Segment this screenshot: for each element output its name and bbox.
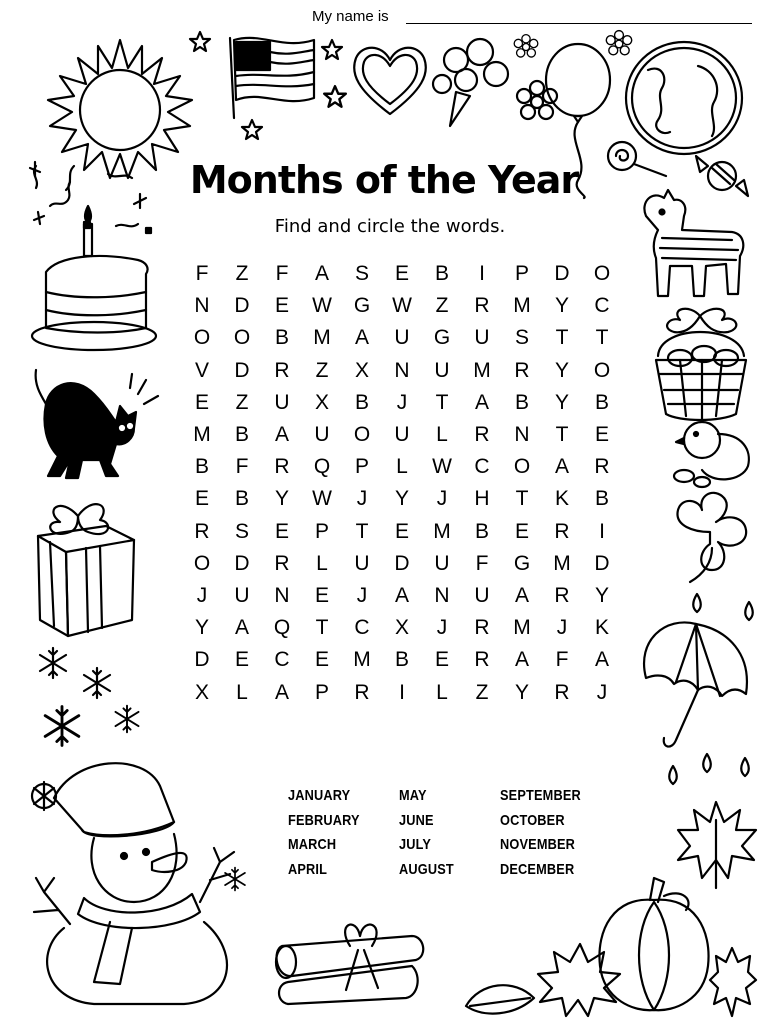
grid-letter[interactable]: R (474, 648, 490, 672)
grid-letter[interactable]: A (514, 583, 529, 607)
grid-letter[interactable]: W (312, 487, 332, 511)
grid-letter[interactable]: L (436, 423, 448, 447)
grid-letter[interactable]: O (233, 326, 251, 350)
instructions: Find and circle the words. (274, 216, 506, 237)
grid-letter[interactable]: W (392, 294, 412, 318)
word-search-grid (182, 258, 622, 709)
diploma-icon (262, 906, 432, 1016)
grid-letter[interactable]: E (194, 487, 209, 511)
grid-letter[interactable]: N (194, 294, 210, 318)
grid-letter[interactable]: Y (554, 390, 569, 414)
grid-letter[interactable]: A (314, 262, 329, 286)
grid-letter[interactable]: Y (514, 680, 529, 704)
name-label: My name is (312, 8, 389, 25)
grid-letter[interactable]: A (514, 648, 529, 672)
grid-letter[interactable]: M (513, 294, 531, 318)
word-january: JANUARY (288, 787, 351, 804)
grid-letter[interactable]: N (274, 583, 290, 607)
grid-letter[interactable]: J (196, 583, 208, 607)
chick-icon (672, 410, 756, 488)
snowflake-icon (112, 704, 142, 734)
grid-letter[interactable]: U (314, 423, 330, 447)
grid-letter[interactable]: M (553, 551, 571, 575)
grid-letter[interactable]: B (434, 262, 449, 286)
grid-letter[interactable]: N (394, 358, 410, 382)
snowman-icon (24, 752, 244, 1012)
word-march: MARCH (288, 836, 337, 853)
cat-icon (30, 364, 160, 488)
grid-letter[interactable]: C (274, 648, 290, 672)
grid-letter[interactable]: Q (273, 616, 291, 640)
word-list-column-2 (399, 784, 464, 882)
grid-letter[interactable]: B (394, 648, 409, 672)
grid-letter[interactable]: T (515, 487, 529, 511)
grid-letter[interactable]: A (274, 680, 289, 704)
leaf-icon (676, 796, 760, 892)
grid-letter[interactable]: C (354, 616, 370, 640)
grid-letter[interactable]: R (474, 294, 490, 318)
grid-letter[interactable]: M (313, 326, 331, 350)
word-february: FEBRUARY (288, 811, 360, 829)
grid-letter[interactable]: R (274, 551, 290, 575)
grid-letter[interactable]: E (394, 262, 409, 286)
name-field[interactable] (312, 6, 752, 26)
grid-letter[interactable]: B (594, 390, 609, 414)
grid-letter[interactable]: B (594, 487, 609, 511)
grid-letter[interactable]: M (433, 519, 451, 543)
grid-letter[interactable]: Z (235, 390, 249, 414)
grid-letter[interactable]: J (556, 616, 568, 640)
word-may: MAY (399, 787, 427, 804)
flag-icon (222, 28, 322, 123)
grid-letter[interactable]: O (593, 262, 611, 286)
grid-letter[interactable]: S (234, 519, 249, 543)
lollipop-icon (604, 136, 674, 186)
cake-icon (28, 200, 158, 360)
raindrop-icon (666, 764, 680, 786)
grid-letter[interactable]: T (435, 390, 449, 414)
grid-letter[interactable]: X (194, 680, 209, 704)
grid-letter[interactable]: U (474, 583, 490, 607)
grid-letter[interactable]: T (595, 326, 609, 350)
grid-letter[interactable]: Z (235, 262, 249, 286)
grid-letter[interactable]: L (396, 455, 408, 479)
grid-letter[interactable]: O (593, 358, 611, 382)
grid-letter[interactable]: U (234, 583, 250, 607)
grid-letter[interactable]: U (434, 358, 450, 382)
grid-letter[interactable]: A (354, 326, 369, 350)
grid-letter[interactable]: E (274, 294, 289, 318)
grid-letter[interactable]: B (234, 487, 249, 511)
pinata-icon (622, 186, 752, 306)
grid-letter[interactable]: I (479, 262, 485, 286)
grid-letter[interactable]: E (434, 648, 449, 672)
grid-letter[interactable]: C (594, 294, 610, 318)
grid-letter[interactable]: B (474, 519, 489, 543)
grid-letter[interactable]: T (355, 519, 369, 543)
grid-letter[interactable]: J (356, 487, 368, 511)
shamrock-icon (668, 486, 754, 586)
grid-letter[interactable]: L (236, 680, 248, 704)
grid-letter[interactable]: F (275, 262, 289, 286)
word-october: OCTOBER (500, 811, 565, 829)
grid-letter[interactable]: Y (594, 583, 609, 607)
word-november: NOVEMBER (500, 836, 576, 853)
star-icon (320, 38, 344, 62)
grid-letter[interactable]: D (394, 551, 410, 575)
grid-letter[interactable]: G (433, 326, 451, 350)
grid-letter[interactable]: M (473, 358, 491, 382)
grid-letter[interactable]: F (195, 262, 209, 286)
grid-letter[interactable]: F (555, 648, 569, 672)
grid-letter[interactable]: W (432, 455, 452, 479)
grid-letter[interactable]: Y (274, 487, 289, 511)
grid-letter[interactable]: R (554, 519, 570, 543)
grid-letter[interactable]: A (474, 390, 489, 414)
grid-letter[interactable]: Y (554, 294, 569, 318)
grid-letter[interactable]: Z (315, 358, 329, 382)
grid-letter[interactable]: J (356, 583, 368, 607)
grid-letter[interactable]: E (234, 648, 249, 672)
heart-icon (348, 40, 432, 120)
word-december: DECEMBER (500, 860, 575, 878)
grid-letter[interactable]: E (394, 519, 409, 543)
word-august: AUGUST (399, 860, 454, 878)
grid-letter[interactable]: M (353, 648, 371, 672)
leaf-icon (708, 944, 758, 1020)
grid-letter[interactable]: L (316, 551, 328, 575)
grid-letter[interactable]: T (555, 423, 569, 447)
grid-letter[interactable]: D (234, 294, 250, 318)
word-list-column-3 (500, 784, 595, 882)
grid-letter[interactable]: U (394, 423, 410, 447)
word-september: SEPTEMBER (500, 787, 581, 804)
raindrop-icon (700, 752, 714, 774)
gift-icon (30, 496, 140, 646)
grid-letter[interactable]: A (554, 455, 569, 479)
word-june: JUNE (399, 811, 434, 829)
grid-letter[interactable]: D (554, 262, 570, 286)
grid-letter[interactable]: U (354, 551, 370, 575)
grid-letter[interactable]: Z (435, 294, 449, 318)
name-write-line[interactable] (406, 23, 752, 24)
grid-letter[interactable]: S (354, 262, 369, 286)
star-icon (188, 30, 212, 54)
leaf-icon (536, 940, 626, 1020)
grid-letter[interactable]: I (599, 519, 605, 543)
grid-letter[interactable]: E (594, 423, 609, 447)
grid-letter[interactable]: M (513, 616, 531, 640)
grid-letter[interactable]: L (436, 680, 448, 704)
grid-letter[interactable]: D (234, 358, 250, 382)
grid-letter[interactable]: T (555, 326, 569, 350)
grid-letter[interactable]: Y (194, 616, 209, 640)
snowflake-icon (80, 666, 114, 700)
leaf-icon (460, 976, 540, 1020)
word-july: JULY (399, 836, 432, 853)
grid-letter[interactable]: U (474, 326, 490, 350)
grid-letter[interactable]: R (594, 455, 610, 479)
grid-letter[interactable]: Q (313, 455, 331, 479)
grid-letter[interactable]: B (194, 455, 209, 479)
grid-letter[interactable]: D (234, 551, 250, 575)
grid-letter[interactable]: U (274, 390, 290, 414)
grid-letter[interactable]: J (436, 616, 448, 640)
grid-letter[interactable]: P (354, 455, 369, 479)
grid-letter[interactable]: A (234, 616, 249, 640)
grid-letter[interactable]: P (314, 680, 329, 704)
grid-letter[interactable]: O (353, 423, 371, 447)
grid-letter[interactable]: B (354, 390, 369, 414)
grid-letter[interactable]: E (314, 648, 329, 672)
grid-letter[interactable]: C (474, 455, 490, 479)
grid-letter[interactable]: G (353, 294, 371, 318)
grid-letter[interactable]: K (594, 616, 609, 640)
grid-letter[interactable]: J (596, 680, 608, 704)
grid-letter[interactable]: R (474, 423, 490, 447)
grid-letter[interactable]: X (314, 390, 329, 414)
star-icon (322, 84, 348, 110)
raindrop-icon (742, 600, 756, 622)
grid-letter[interactable]: R (274, 358, 290, 382)
snowflake-icon (40, 704, 84, 748)
grid-letter[interactable]: F (475, 551, 489, 575)
grid-letter[interactable]: R (514, 358, 530, 382)
grid-letter[interactable]: D (194, 648, 210, 672)
flower-icon (512, 34, 540, 60)
grid-letter[interactable]: A (394, 583, 409, 607)
grid-letter[interactable]: U (434, 551, 450, 575)
snowflake-icon (36, 646, 70, 680)
grid-letter[interactable]: R (554, 583, 570, 607)
grid-letter[interactable]: K (554, 487, 569, 511)
easter-basket-icon (650, 304, 754, 424)
grid-letter[interactable]: N (514, 423, 530, 447)
raindrop-icon (738, 756, 752, 778)
grid-letter[interactable]: A (594, 648, 609, 672)
word-april: APRIL (288, 860, 328, 878)
bouquet-icon (426, 30, 518, 130)
grid-letter[interactable]: P (314, 519, 329, 543)
grid-letter[interactable]: J (436, 487, 448, 511)
grid-letter[interactable]: R (554, 680, 570, 704)
grid-letter[interactable]: N (434, 583, 450, 607)
grid-letter[interactable]: B (514, 390, 529, 414)
raindrop-icon (690, 592, 704, 614)
grid-letter[interactable]: B (234, 423, 249, 447)
word-list-column-1 (288, 784, 372, 882)
grid-letter[interactable]: R (474, 616, 490, 640)
grid-letter[interactable]: X (354, 358, 369, 382)
grid-letter[interactable]: R (194, 519, 210, 543)
grid-letter[interactable]: O (513, 455, 531, 479)
grid-letter[interactable]: Z (475, 680, 489, 704)
grid-letter[interactable]: R (354, 680, 370, 704)
grid-letter[interactable]: Y (394, 487, 409, 511)
grid-letter[interactable]: D (594, 551, 610, 575)
grid-letter[interactable]: Y (554, 358, 569, 382)
grid-letter[interactable]: F (235, 455, 249, 479)
grid-letter[interactable]: E (274, 519, 289, 543)
grid-letter[interactable]: O (193, 551, 211, 575)
grid-letter[interactable]: I (399, 680, 405, 704)
grid-letter[interactable]: B (274, 326, 289, 350)
star-icon (240, 118, 264, 142)
grid-letter[interactable]: E (194, 390, 209, 414)
grid-letter[interactable]: H (474, 487, 490, 511)
grid-letter[interactable]: S (514, 326, 529, 350)
grid-letter[interactable]: W (312, 294, 332, 318)
grid-letter[interactable]: G (513, 551, 531, 575)
page-title: Months of the Year (189, 158, 579, 202)
grid-letter[interactable]: A (274, 423, 289, 447)
grid-letter[interactable]: R (274, 455, 290, 479)
grid-letter[interactable]: E (514, 519, 529, 543)
grid-letter[interactable]: P (514, 262, 529, 286)
grid-letter[interactable]: V (194, 358, 209, 382)
grid-letter[interactable]: E (314, 583, 329, 607)
grid-letter[interactable]: T (315, 616, 329, 640)
grid-letter[interactable]: X (394, 616, 409, 640)
grid-letter[interactable]: U (394, 326, 410, 350)
grid-letter[interactable]: O (193, 326, 211, 350)
grid-letter[interactable]: J (396, 390, 408, 414)
grid-letter[interactable]: M (193, 423, 211, 447)
